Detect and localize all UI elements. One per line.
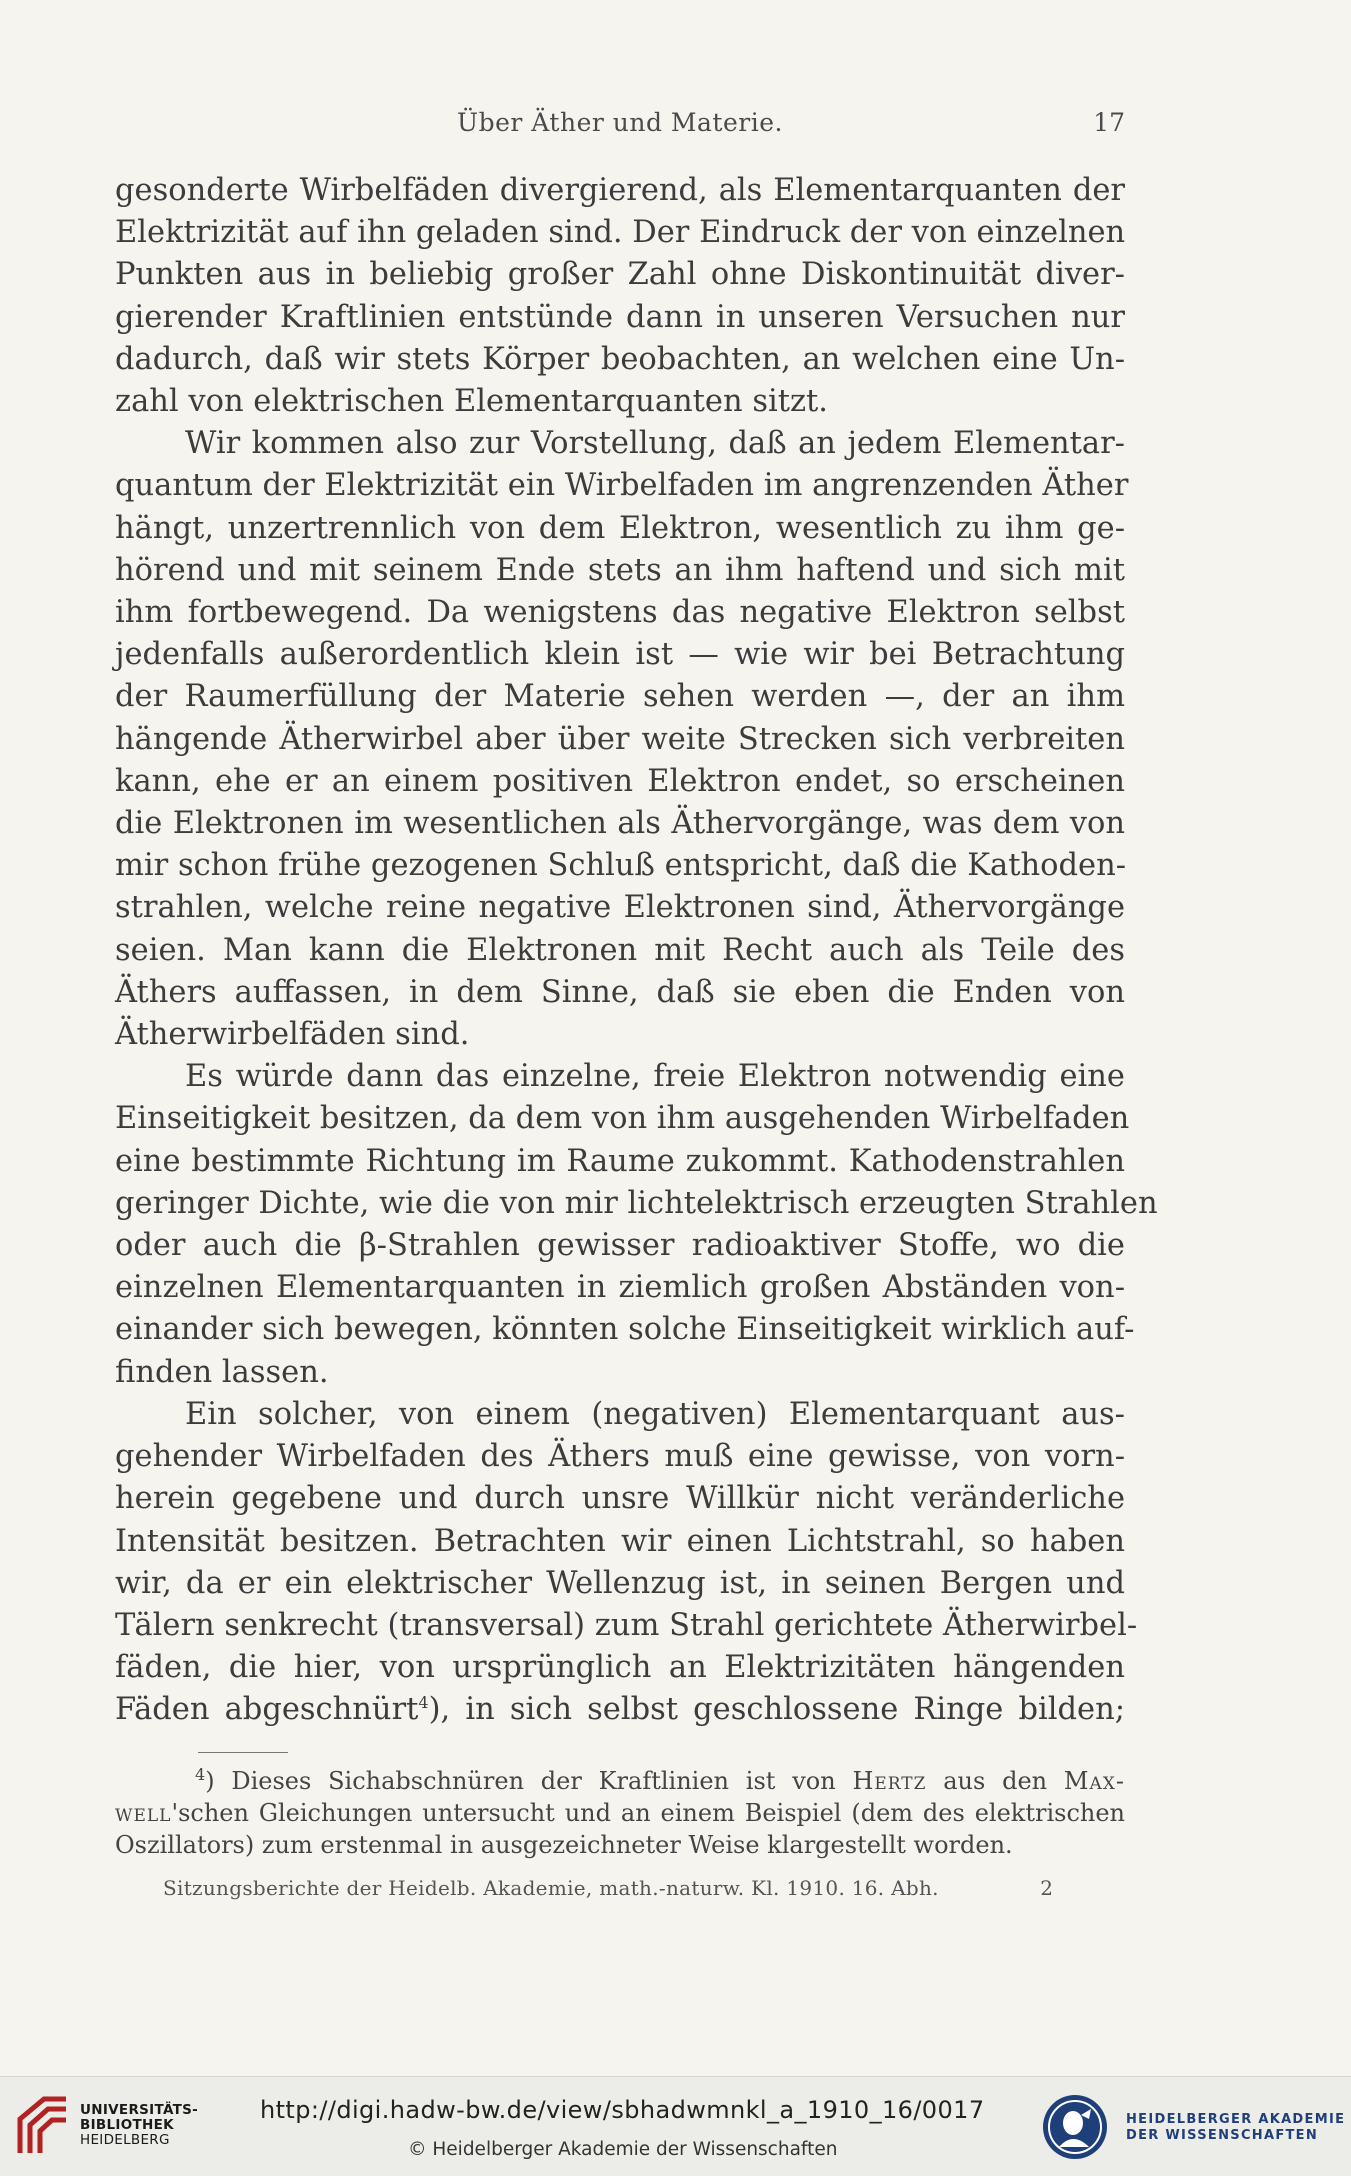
text-line: hängende Ätherwirbel aber über weite Strecken sich verbreiten (115, 721, 1125, 757)
text-line (115, 1689, 1125, 1731)
text-line: einzelnen Elementarquanten in ziemlich großen Abständen von- (115, 1270, 1125, 1306)
sheet-signature (163, 1876, 1053, 1906)
text-line: Äthers auffassen, in dem Sinne, daß sie eben die Enden von (115, 974, 1125, 1010)
author-name: Max- (1063, 1767, 1125, 1795)
text-line: mir schon frühe gezogenen Schluß entspricht, daß die Kathoden- (115, 848, 1127, 884)
library-name[interactable]: UNIVERSITÄTS- BIBLIOTHEK HEIDELBERG (80, 2102, 199, 2148)
text-line: gesonderte Wirbelfäden divergierend, als Elementarquanten der (115, 173, 1125, 208)
sheet-number: 2 (1040, 1876, 1053, 1900)
academy-seal-icon[interactable] (1041, 2093, 1109, 2161)
footnote-divider (198, 1752, 288, 1753)
footnote-line: well'schen Gleichungen untersucht und an einem Beispiel (dem des elektrischen (115, 1799, 1125, 1827)
text-line: Einseitigkeit besitzen, da dem von ihm ausgehenden Wirbelfaden (115, 1101, 1130, 1137)
text-line: einander sich bewegen, könnten solche Einseitigkeit wirklich auf- (115, 1312, 1135, 1348)
viewer-footer (0, 2076, 1351, 2176)
text-line: eine bestimmte Richtung im Raume zukommt. Kathodenstrahlen (115, 1143, 1125, 1179)
text-line: hängt, unzertrennlich von dem Elektron, wesentlich zu ihm ge- (115, 510, 1125, 546)
text-line: strahlen, welche reine negative Elektronen sind, Äthervorgänge (115, 890, 1125, 926)
text-line: Tälern senkrecht (transversal) zum Strahl gerichtete Ätherwirbel- (115, 1607, 1138, 1643)
text-line: ihm fortbewegend. Da wenigstens das negative Elektron selbst (115, 595, 1125, 631)
text-line: quantum der Elektrizität ein Wirbelfaden im angrenzenden Äther (115, 468, 1129, 504)
text-line: Punkten aus in beliebig großer Zahl ohne Diskontinuität diver- (115, 257, 1125, 293)
footnote-line: Oszillators) zum erstenmal in ausgezeichneter Weise klargestellt worden. (115, 1831, 1013, 1859)
text-line: oder auch die β-Strahlen gewisser radioaktiver Stoffe, wo die (115, 1228, 1125, 1264)
text-line: dadurch, daß wir stets Körper beobachten, an welchen eine Un- (115, 341, 1125, 377)
text-line: Ein solcher, von einem (negativen) Elementarquant aus- (185, 1396, 1125, 1432)
footnote-reference[interactable]: 4 (418, 1693, 429, 1713)
body-text (115, 170, 1158, 1732)
text-line-end: ), in sich selbst geschlossene Ringe bilden; (428, 1692, 1125, 1728)
text-line: Intensität besitzen. Betrachten wir einen Lichtstrahl, so haben (115, 1523, 1125, 1559)
text-line: seien. Man kann die Elektronen mit Recht auch als Teile des (115, 932, 1125, 968)
copyright-notice: © Heidelberger Akademie der Wissenschaften (408, 2139, 838, 2160)
text-line: Wir kommen also zur Vorstellung, daß an jedem Elementar- (185, 426, 1125, 462)
sheet-signature-text: Sitzungsberichte der Heidelb. Akademie, math.-naturw. Kl. 1910. 16. Abh. (163, 1876, 939, 1900)
page-url-link[interactable]: http://digi.hadw-bw.de/view/sbhadwmnkl_a_1910_16/0017 (260, 2096, 985, 2124)
page-number: 17 (1093, 108, 1125, 137)
text-line: finden lassen. (115, 1354, 329, 1390)
footnote-line: $^4$) Dieses Sichabschnüren der Kraftlinien ist von Hertz aus den Max- (195, 1765, 1125, 1795)
running-head (115, 108, 1125, 140)
text-line: Ätherwirbelfäden sind. (115, 1017, 470, 1053)
text-line: die Elektronen im wesentlichen als Äthervorgänge, was dem von (115, 806, 1125, 842)
text-line: wir, da er ein elektrischer Wellenzug ist, in seinen Bergen und (115, 1565, 1125, 1601)
footnote-marker: 4 (195, 1765, 206, 1784)
library-logo-icon[interactable] (14, 2093, 72, 2159)
text-line: herein gegebene und durch unsre Willkür nicht veränderliche (115, 1481, 1125, 1517)
running-title: Über Äther und Materie. (457, 108, 783, 137)
author-name: Hertz (852, 1767, 927, 1795)
text-line: der Raumerfüllung der Materie sehen werden —, der an ihm (115, 679, 1125, 715)
text-line: gehender Wirbelfaden des Äthers muß eine gewisse, von vorn- (115, 1439, 1125, 1475)
text-line-start: Fäden abgeschnürt (115, 1692, 419, 1728)
footnote (115, 1765, 1125, 1861)
text-line: geringer Dichte, wie die von mir lichtelektrisch erzeugten Strahlen (115, 1185, 1158, 1221)
text-line: hörend und mit seinem Ende stets an ihm haftend und sich mit (115, 552, 1125, 588)
text-line: Elektrizität auf ihn geladen sind. Der Eindruck der von einzelnen (115, 215, 1126, 251)
academy-name[interactable]: HEIDELBERGER AKADEMIE DER WISSENSCHAFTEN (1126, 2112, 1346, 2143)
text-line: Es würde dann das einzelne, freie Elektron notwendig eine (185, 1059, 1125, 1095)
text-line: jedenfalls außerordentlich klein ist — wie wir bei Betrachtung (115, 637, 1125, 673)
text-line: kann, ehe er an einem positiven Elektron endet, so erscheinen (115, 763, 1125, 799)
text-line: gierender Kraftlinien entstünde dann in unseren Versuchen nur (115, 299, 1125, 335)
text-line: fäden, die hier, von ursprünglich an Elektrizitäten hängenden (115, 1650, 1125, 1686)
text-line: zahl von elektrischen Elementarquanten sitzt. (115, 384, 828, 420)
